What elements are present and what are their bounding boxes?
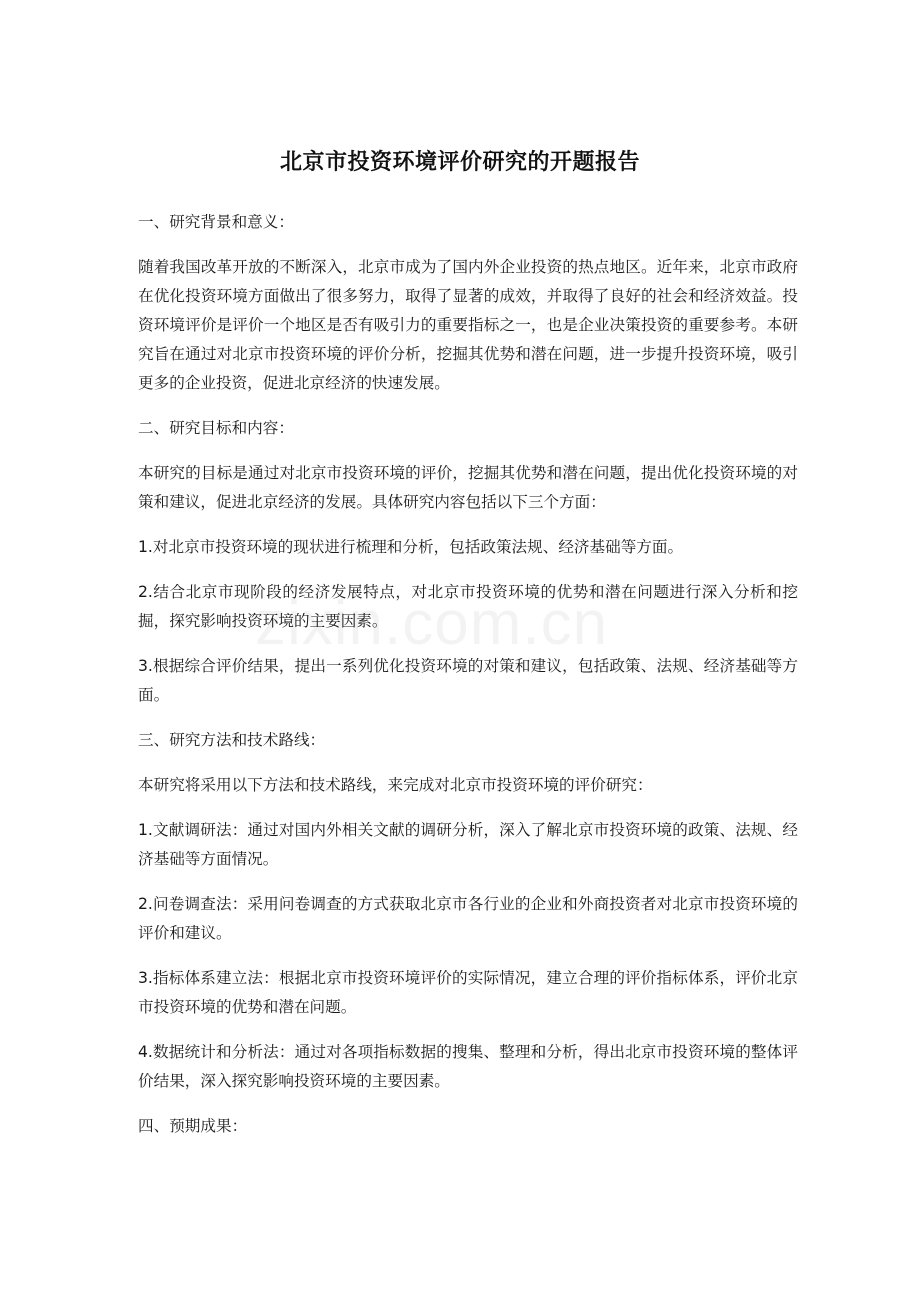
list-item-method-1: 1.文献调研法：通过对国内外相关文献的调研分析，深入了解北京市投资环境的政策、法规、经济基础等方面情况。 [138,821,798,868]
paragraph-objectives: 本研究的目标是通过对北京市投资环境的评价，挖掘其优势和潜在问题，提出优化投资环境的对策和建议，促进北京经济的发展。具体研究内容包括以下三个方面： [138,464,798,511]
section-heading-methods: 三、研究方法和技术路线： [138,731,326,749]
section-heading-outcomes: 四、预期成果： [138,1117,248,1135]
list-item-content-1: 1.对北京市投资环境的现状进行梳理和分析，包括政策法规、经济基础等方面。 [138,538,684,556]
document-body [138,208,798,1157]
list-item-method-2: 2.问卷调查法：采用问卷调查的方式获取北京市各行业的企业和外商投资者对北京市投资环境的评价和建议。 [138,895,798,942]
list-item-content-3: 3.根据综合评价结果，提出一系列优化投资环境的对策和建议，包括政策、法规、经济基础等方面。 [138,657,798,704]
section-heading-objectives: 二、研究目标和内容： [138,419,294,437]
document-title: 北京市投资环境评价研究的开题报告 [279,149,640,175]
paragraph-background: 随着我国改革开放的不断深入，北京市成为了国内外企业投资的热点地区。近年来，北京市政府在优化投资环境方面做出了很多努力，取得了显著的成效，并取得了良好的社会和经济效益。投资环境评价是评价一个地区是否有吸引力的重要指标之一，也是企业决策投资的重要参考。本研究旨在通过对北京市投资环境的评价分析，挖掘其优势和潜在问题，进一步提升投资环境，吸引更多的企业投资，促进北京经济的快速发展。 [138,258,798,392]
paragraph-methods-intro: 本研究将采用以下方法和技术路线，来完成对北京市投资环境的评价研究： [138,776,653,794]
list-item-method-4: 4.数据统计和分析法：通过对各项指标数据的搜集、整理和分析，得出北京市投资环境的整体评价结果，深入探究影响投资环境的主要因素。 [138,1043,798,1090]
list-item-content-2: 2.结合北京市现阶段的经济发展特点，对北京市投资环境的优势和潜在问题进行深入分析和挖掘，探究影响投资环境的主要因素。 [138,583,798,630]
section-heading-background: 一、研究背景和意义： [138,213,294,231]
list-item-method-3: 3.指标体系建立法：根据北京市投资环境评价的实际情况，建立合理的评价指标体系，评价北京市投资环境的优势和潜在问题。 [138,969,798,1016]
